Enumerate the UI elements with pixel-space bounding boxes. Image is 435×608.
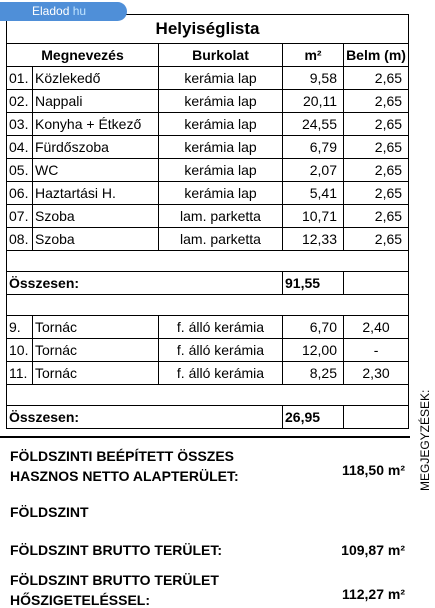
row-area: 2,07 bbox=[283, 159, 344, 182]
row-height: 2,65 bbox=[344, 159, 409, 182]
net-area-block bbox=[10, 448, 405, 484]
row-number: 08. bbox=[7, 228, 33, 251]
total-value: 26,95 bbox=[283, 406, 344, 429]
row-floor: f. álló kerámia bbox=[159, 316, 283, 339]
row-name: Tornác bbox=[33, 362, 159, 385]
spacer-row bbox=[7, 295, 409, 316]
row-name: Közlekedő bbox=[33, 67, 159, 90]
gross-insulated-value: 112,27 m² bbox=[341, 586, 405, 602]
row-number: 05. bbox=[7, 159, 33, 182]
table-row bbox=[7, 182, 409, 205]
row-area: 9,58 bbox=[283, 67, 344, 90]
badge-suffix: hu bbox=[72, 4, 87, 18]
row-floor: kerámia lap bbox=[159, 67, 283, 90]
row-name: Szoba bbox=[33, 228, 159, 251]
row-name: Haztartási H. bbox=[33, 182, 159, 205]
total-value: 91,55 bbox=[283, 272, 344, 295]
row-area: 8,25 bbox=[283, 362, 344, 385]
row-height: 2,65 bbox=[344, 90, 409, 113]
table-row bbox=[7, 90, 409, 113]
row-floor: kerámia lap bbox=[159, 182, 283, 205]
notes-heading: MEGJEGYZÉSEK: bbox=[418, 390, 432, 492]
total-row bbox=[7, 406, 409, 429]
row-height: 2,65 bbox=[344, 136, 409, 159]
row-height: 2,65 bbox=[344, 205, 409, 228]
level-label: FÖLDSZINT bbox=[10, 504, 89, 520]
row-height: 2,30 bbox=[344, 362, 409, 385]
room-list-table bbox=[6, 14, 409, 429]
row-number: 03. bbox=[7, 113, 33, 136]
table-row bbox=[7, 362, 409, 385]
site-badge bbox=[0, 2, 127, 21]
row-number: 04. bbox=[7, 136, 33, 159]
net-area-value: 118,50 m² bbox=[341, 462, 405, 478]
row-height: 2,40 bbox=[344, 316, 409, 339]
row-floor: kerámia lap bbox=[159, 113, 283, 136]
row-name: WC bbox=[33, 159, 159, 182]
row-number: 02. bbox=[7, 90, 33, 113]
total-row bbox=[7, 272, 409, 295]
row-number: 06. bbox=[7, 182, 33, 205]
table-row bbox=[7, 205, 409, 228]
row-area: 12,00 bbox=[283, 339, 344, 362]
table-row bbox=[7, 113, 409, 136]
row-name: Nappali bbox=[33, 90, 159, 113]
gross-area-value: 109,87 m² bbox=[341, 542, 405, 558]
net-area-label-line1: FÖLDSZINTI BEÉPÍTETT ÖSSZES bbox=[10, 448, 235, 464]
table-title: Helyiséglista bbox=[7, 15, 409, 44]
row-number: 01. bbox=[7, 67, 33, 90]
gross-area-block bbox=[10, 542, 405, 558]
row-area: 24,55 bbox=[283, 113, 344, 136]
row-number: 9. bbox=[7, 316, 33, 339]
row-height: 2,65 bbox=[344, 113, 409, 136]
header-height: Belm (m) bbox=[344, 44, 409, 67]
gross-area-label: FÖLDSZINT BRUTTO TERÜLET: bbox=[10, 542, 223, 558]
row-area: 6,79 bbox=[283, 136, 344, 159]
badge-text: Eladod bbox=[32, 4, 70, 18]
row-floor: kerámia lap bbox=[159, 90, 283, 113]
table-row bbox=[7, 339, 409, 362]
row-floor: f. álló kerámia bbox=[159, 339, 283, 362]
row-floor: lam. parketta bbox=[159, 205, 283, 228]
row-name: Tornác bbox=[33, 316, 159, 339]
row-name: Tornác bbox=[33, 339, 159, 362]
row-area: 6,70 bbox=[283, 316, 344, 339]
row-name: Konyha + Étkező bbox=[33, 113, 159, 136]
row-number: 10. bbox=[7, 339, 33, 362]
gross-insulated-label-line2: HŐSZIGETELÉSSEL: bbox=[10, 592, 151, 608]
row-height: 2,65 bbox=[344, 182, 409, 205]
row-name: Fürdőszoba bbox=[33, 136, 159, 159]
gross-insulated-block bbox=[10, 572, 405, 608]
spacer-row bbox=[7, 385, 409, 406]
row-area: 20,11 bbox=[283, 90, 344, 113]
row-floor: lam. parketta bbox=[159, 228, 283, 251]
table-row bbox=[7, 228, 409, 251]
section-divider bbox=[0, 436, 410, 438]
table-row bbox=[7, 316, 409, 339]
total-label: Összesen: bbox=[7, 272, 283, 295]
row-name: Szoba bbox=[33, 205, 159, 228]
row-area: 5,41 bbox=[283, 182, 344, 205]
row-height: - bbox=[344, 339, 409, 362]
header-name: Megnevezés bbox=[7, 44, 159, 67]
row-floor: f. álló kerámia bbox=[159, 362, 283, 385]
gross-insulated-label-line1: FÖLDSZINT BRUTTO TERÜLET bbox=[10, 572, 219, 588]
table-row bbox=[7, 67, 409, 90]
row-area: 10,71 bbox=[283, 205, 344, 228]
net-area-label-line2: HASZNOS NETTO ALAPTERÜLET: bbox=[10, 468, 239, 484]
row-number: 07. bbox=[7, 205, 33, 228]
row-area: 12,33 bbox=[283, 228, 344, 251]
row-floor: kerámia lap bbox=[159, 136, 283, 159]
header-floor: Burkolat bbox=[159, 44, 283, 67]
table-row bbox=[7, 136, 409, 159]
table-row bbox=[7, 159, 409, 182]
row-height: 2,65 bbox=[344, 67, 409, 90]
total-label: Összesen: bbox=[7, 406, 283, 429]
row-floor: kerámia lap bbox=[159, 159, 283, 182]
table-header-row bbox=[7, 44, 409, 67]
row-height: 2,65 bbox=[344, 228, 409, 251]
header-area: m² bbox=[283, 44, 344, 67]
spacer-row bbox=[7, 251, 409, 272]
row-number: 11. bbox=[7, 362, 33, 385]
